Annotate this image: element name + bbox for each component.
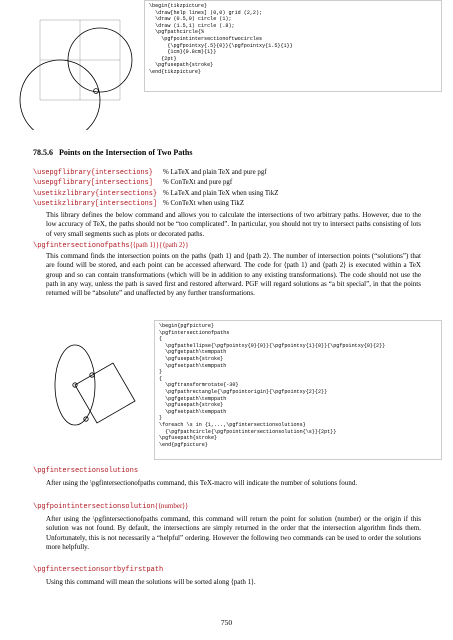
circle-a [20, 60, 100, 130]
command-name: \pgfintersectionsortbyfirstpath [33, 566, 164, 574]
code-line: } [159, 415, 163, 422]
command-signature [33, 466, 138, 475]
code-line: \begin{tikzpicture} [149, 3, 208, 9]
usage-block [33, 168, 278, 209]
command-name: \pgfpointintersectionsolution [33, 503, 155, 511]
code-line: \pgftransformrotate{-30} [159, 382, 239, 389]
code-line: \pgfusepath{stroke} [159, 402, 224, 409]
code-line: { [159, 336, 163, 343]
command-name: \pgfintersectionsolutions [33, 467, 139, 475]
usage-comment: % LaTeX and plain TeX and pure pgf [163, 169, 267, 176]
mid-figure [40, 315, 150, 435]
command-name: \pgfintersectionofpaths [33, 242, 130, 250]
top-figure [0, 0, 150, 130]
code-line: \pgfpathellipse{\pgfpointxy{0}{0}}{\pgfpointxy{1}{0}}{\pgfpointxy{0}{2}} [159, 342, 386, 349]
code-line: \pgfpointintersectionoftwocircles [149, 35, 263, 42]
code-line: \pgfintersectionofpaths [159, 329, 230, 336]
command-signature [33, 565, 163, 574]
code-line: \pgfsetpath\temppath [159, 408, 227, 415]
usage-comment: % LaTeX and plain TeX when using TikZ [163, 189, 279, 197]
code-line: \pgfusepath{stroke} [159, 355, 224, 362]
section-heading [33, 148, 192, 157]
code-line: \draw (0.5,0) circle (1); [149, 16, 232, 23]
code-line: \draw[help lines] (0,0) grid (2,2); [149, 9, 263, 16]
command-description: After using the \pgfintersectionofpaths command, this TeX-macro will indicate the number of solutions found. [46, 479, 358, 487]
mid-code-box [154, 320, 442, 460]
section-title: Points on the Intersection of Two Paths [59, 148, 193, 157]
usage-code: \usepgflibrary[intersections] [33, 179, 153, 188]
code-line: \end{pgfpicture} [159, 441, 208, 448]
code-line: \end{tikzpicture} [149, 68, 201, 75]
usage-code: \usepgflibrary{intersections} [33, 169, 153, 177]
code-line: \foreach \s in {1,...,\pgfintersectionsolutions} [159, 421, 306, 428]
code-line: \pgfgetpath\temppath [159, 349, 227, 356]
command-signature [33, 241, 189, 250]
intro-paragraph: This library defines the below command and allows you to calculate the intersections of two arbitrary paths. However, due to the low accuracy of TeX, the paths should not be “too complicated”. In particular, you should not try to intersect paths consisting of lots of very small segments such as plots or decorated paths. [46, 211, 421, 238]
command-description: After using the \pgfintersectionofpaths command, this command will return the point for solution ⟨number⟩ or the origin if this solution was not found. By default, the intersections are simply returned in the order that the intersection algorithm finds them. Unfortunately, this is not necessarily a “helpful” ordering. However the following two commands can be used to order the solutions more helpfully. [46, 515, 421, 551]
code-line: } [159, 369, 163, 376]
code-line: \draw (1.5,1) circle (.8); [149, 22, 235, 29]
command-description: Using this command will mean the solutions will be sorted along ⟨path 1⟩. [46, 578, 256, 586]
usage-code: \usetikzlibrary{intersections} [33, 189, 158, 198]
code-line: {2pt} [149, 55, 177, 62]
section-number: 78.5.6 [33, 148, 53, 157]
code-line: \pgfsetpath\temppath [159, 362, 227, 369]
code-line: \pgfpathrectangle{\pgfpointorigin}{\pgfpointxy{2}{2}} [159, 388, 328, 395]
usage-comment: % ConTeXt and pure pgf [163, 179, 233, 187]
code-line: {1cm}{0.8cm}{1}} [149, 49, 217, 56]
page-number: 750 [220, 618, 233, 627]
command-args: {⟨number⟩} [154, 502, 189, 510]
intersection-marker [94, 89, 99, 94]
rotated-rectangle [75, 363, 135, 423]
code-line: \pgfusepath{stroke} [159, 435, 218, 442]
command-args: {⟨path 1⟩}{⟨path 2⟩} [129, 241, 189, 249]
code-line: \pgfusepath{stroke} [149, 62, 214, 69]
code-line: \begin{pgfpicture} [159, 323, 215, 329]
top-code-box [144, 0, 442, 92]
code-line: \pgfpathcircle{% [149, 29, 205, 36]
code-line: \pgfgetpath\temppath [159, 395, 227, 402]
code-line: {\pgfpathcircle{\pgfpointintersectionsolution{\s}}{2pt}} [159, 428, 337, 435]
code-line: { [159, 375, 163, 382]
command-signature [33, 502, 188, 511]
usage-comment: % ConTeXt when using TikZ [163, 199, 245, 207]
usage-code: \usetikzlibrary[intersections] [33, 199, 158, 208]
command-description: This command finds the intersection points on the paths ⟨path 1⟩ and ⟨path 2⟩. The number of intersection points (“solutions”) that are found will be stored, and each point can be accessed afterward. The code for ⟨path 1⟩ and ⟨path 2⟩ is executed within a TeX group and so can contain transformations (which will be in addition to any existing transformations). The code should not use the path in any way, unless the path is saved first and restored afterward. PGF will regard solutions as “a bit special”, in that the points returned will be “absolute” and unaffected by any further transformations. [46, 252, 421, 298]
code-line: {\pgfpointxy{.5}{0}}{\pgfpointxy{1.5}{1}} [149, 42, 293, 49]
